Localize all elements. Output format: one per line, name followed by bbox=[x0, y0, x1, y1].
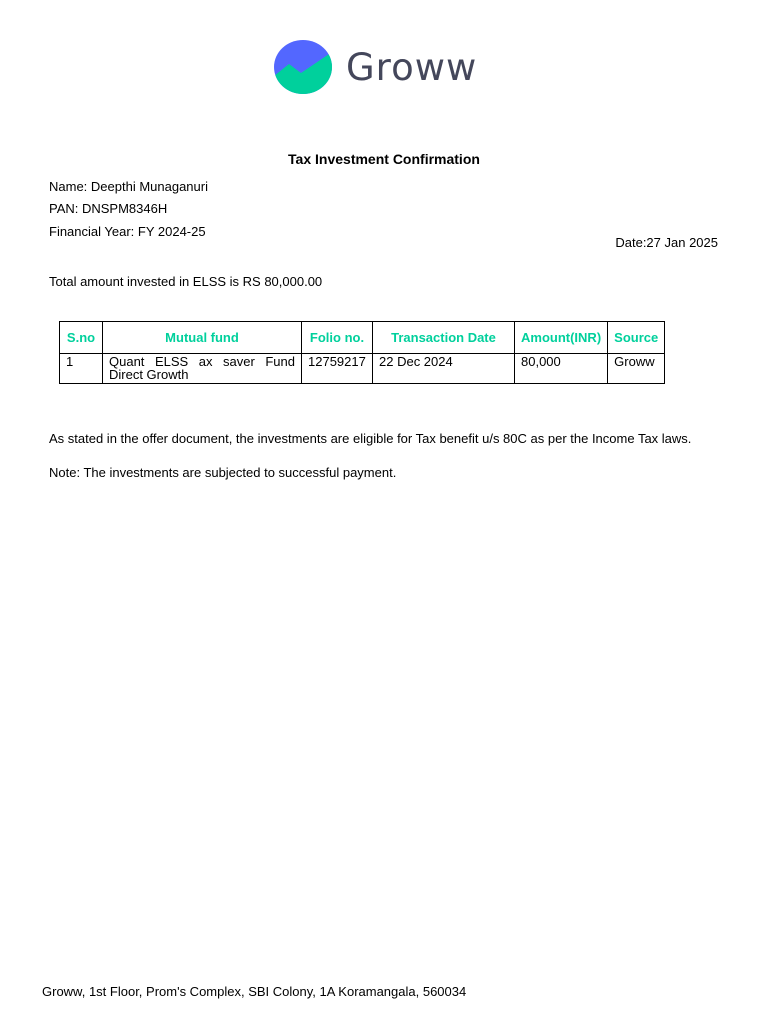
document-date: Date:27 Jan 2025 bbox=[615, 235, 718, 250]
column-header-sno: S.no bbox=[60, 322, 103, 354]
brand-name: Groww bbox=[346, 45, 478, 89]
total-invested: Total amount invested in ELSS is RS 80,000.00 bbox=[49, 274, 323, 289]
column-header-mutual-fund: Mutual fund bbox=[103, 322, 302, 354]
column-header-amount: Amount(INR) bbox=[515, 322, 608, 354]
groww-logo-icon bbox=[274, 40, 332, 94]
cell-mutual-fund: Quant ELSS ax saver Fund Direct Growth bbox=[103, 354, 302, 384]
tax-benefit-statement: As stated in the offer document, the investments are eligible for Tax benefit u/s 80C as per the Income Tax laws. bbox=[49, 431, 692, 446]
payment-note: Note: The investments are subjected to successful payment. bbox=[49, 465, 397, 480]
investor-name: Name: Deepthi Munaganuri bbox=[49, 179, 208, 194]
footer-address: Groww, 1st Floor, Prom's Complex, SBI Colony, 1A Koramangala, 560034 bbox=[42, 984, 467, 999]
column-header-source: Source bbox=[608, 322, 665, 354]
column-header-folio: Folio no. bbox=[302, 322, 373, 354]
groww-logo bbox=[274, 40, 477, 94]
document-title: Tax Investment Confirmation bbox=[288, 151, 480, 167]
transactions-table bbox=[59, 321, 665, 384]
financial-year: Financial Year: FY 2024-25 bbox=[49, 224, 206, 239]
investor-pan: PAN: DNSPM8346H bbox=[49, 201, 168, 216]
cell-sno: 1 bbox=[60, 354, 103, 384]
column-header-transaction-date: Transaction Date bbox=[373, 322, 515, 354]
cell-amount: 80,000 bbox=[515, 354, 608, 384]
table-header-row bbox=[60, 322, 665, 354]
table-row bbox=[60, 354, 665, 384]
cell-source: Groww bbox=[608, 354, 665, 384]
cell-transaction-date: 22 Dec 2024 bbox=[373, 354, 515, 384]
cell-folio: 12759217 bbox=[302, 354, 373, 384]
